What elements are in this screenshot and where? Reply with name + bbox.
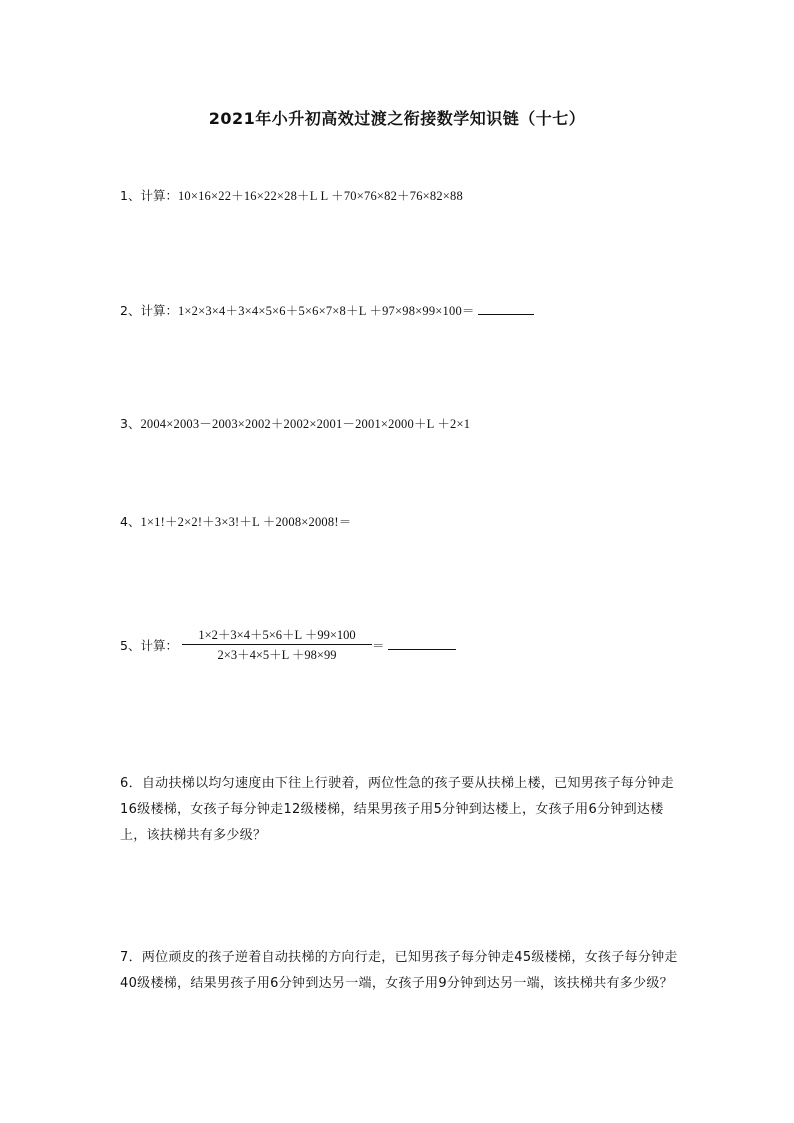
problem-3-expression: 2004×2003－2003×2002＋2002×2001－2001×2000＋L ＋2×1 (140, 417, 471, 431)
problem-2-label: 2、计算： (120, 303, 178, 318)
fraction (182, 626, 372, 663)
problem-2 (120, 301, 534, 321)
problem-3 (120, 414, 470, 434)
problem-5-tail (372, 636, 456, 654)
problem-4-expression: 1×1!＋2×2!＋3×3!＋L ＋2008×2008!＝ (140, 515, 352, 529)
answer-blank[interactable] (388, 637, 456, 650)
problem-4-label: 4、 (120, 514, 141, 529)
problem-3-label: 3、 (120, 416, 141, 431)
problem-1-expression: 10×16×22＋16×22×28＋L L ＋70×76×82＋76×82×88 (177, 189, 463, 203)
fraction-numerator: 1×2＋3×4＋5×6＋L ＋99×100 (182, 626, 372, 645)
page-title: 2021年小升初高效过渡之衔接数学知识链（十七） (208, 109, 586, 128)
problem-4 (120, 512, 351, 532)
problem-6: 6．自动扶梯以均匀速度由下往上行驶着，两位性急的孩子要从扶梯上楼，已知男孩子每分钟走16级楼梯，女孩子每分钟走12级楼梯，结果男孩子用5分钟到达楼上，女孩子用6分钟到达楼上，该扶梯共有多少级？ (120, 776, 674, 843)
answer-blank[interactable] (478, 302, 534, 315)
problem-2-expression: 1×2×3×4＋3×4×5×6＋5×6×7×8＋L ＋97×98×99×100＝ (177, 304, 475, 318)
problem-1-label: 1、计算： (120, 188, 178, 203)
problem-5-label: 5、计算： (120, 638, 178, 653)
problem-7: 7．两位顽皮的孩子逆着自动扶梯的方向行走，已知男孩子每分钟走45级楼梯，女孩子每分钟走40级楼梯，结果男孩子用6分钟到达另一端，女孩子用9分钟到达另一端，该扶梯共有多少级？ (120, 950, 678, 991)
problem-1 (120, 186, 463, 206)
fraction-denominator: 2×3＋4×5＋L ＋98×99 (217, 648, 337, 662)
equals-sign: ＝ (372, 639, 385, 653)
